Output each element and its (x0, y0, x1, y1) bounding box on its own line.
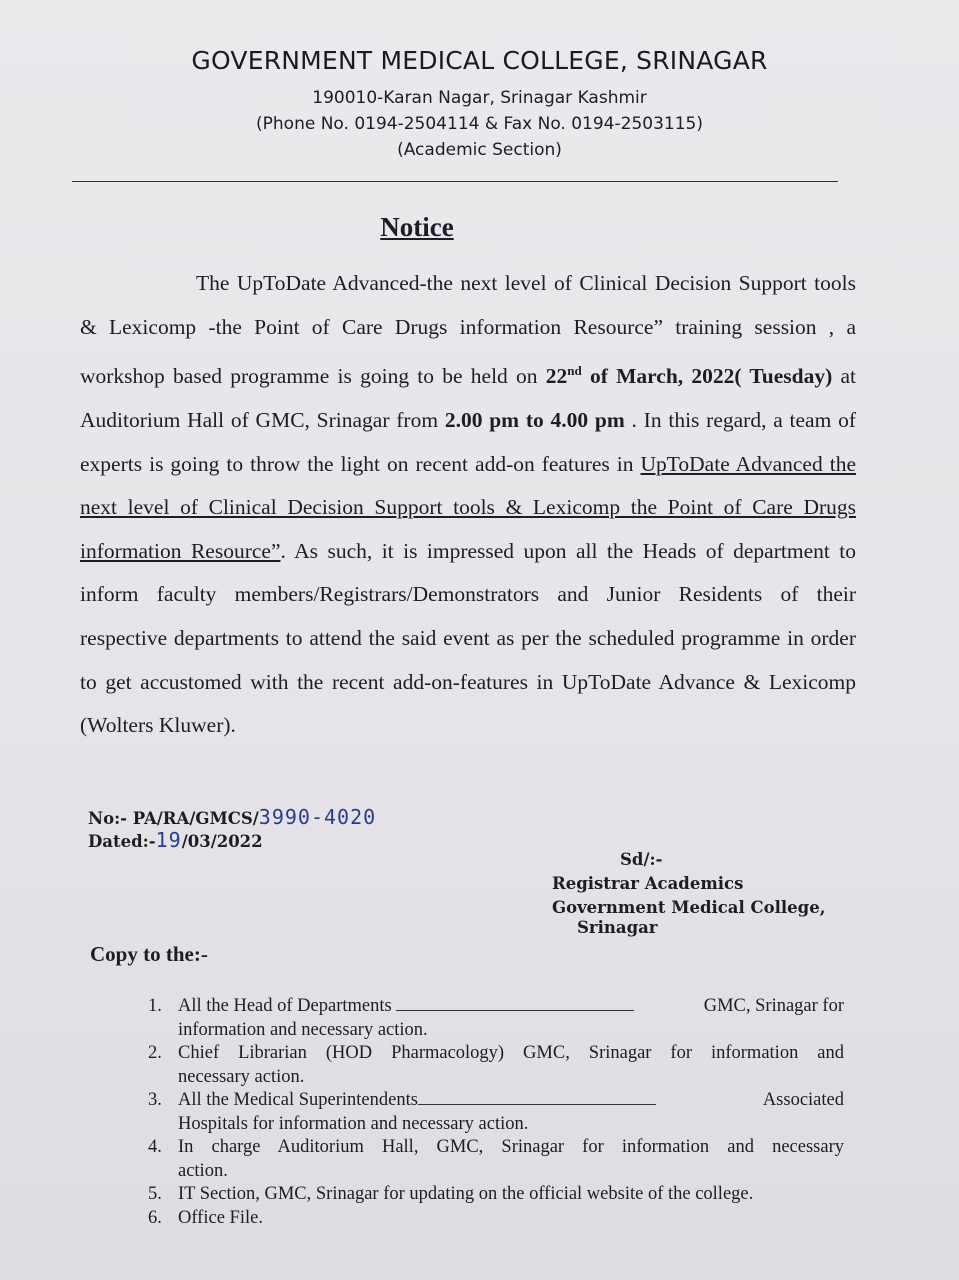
event-date: of March, 2022( Tuesday) (581, 364, 833, 389)
body-venue: at Auditorium Hall of GMC, Srinagar from (80, 364, 856, 432)
event-day-suffix: nd (567, 363, 582, 379)
list-item-number: 2. (148, 1043, 162, 1063)
notice-body (80, 262, 856, 748)
list-item-text: Chief Librarian (HOD Pharmacology) GMC, Srinagar for information and (178, 1043, 844, 1063)
body-underlined-topic: UpToDate Advanced the next level of Clinical Decision Support tools & Lexicomp the Point of Care Drugs information Resource” (80, 451, 856, 563)
list-item (148, 1089, 844, 1136)
college-name: GOVERNMENT MEDICAL COLLEGE, SRINAGAR (191, 46, 768, 75)
list-item-text: Office File. (178, 1207, 263, 1228)
header-divider (72, 181, 838, 182)
list-item-text: All the Medical Superintendents (178, 1090, 418, 1110)
notice-title: Notice (380, 212, 454, 242)
list-item-number: 4. (148, 1137, 162, 1157)
event-time: 2.00 pm to 4.00 pm (444, 407, 625, 432)
reference-number (88, 805, 376, 829)
list-item-text: In charge Auditorium Hall, GMC, Srinagar for information and necessary (178, 1137, 844, 1157)
ref-no-label: No:- PA/RA/GMCS/ (88, 809, 259, 828)
list-item-number: 5. (148, 1184, 162, 1204)
body-experts: . In this regard, a team of experts is going to throw the light on recent add-on features in (80, 407, 856, 476)
list-item-text: information and necessary action. (178, 1019, 428, 1040)
ref-date-handwritten: 19 (155, 828, 182, 852)
body-conclusion: . As such, it is impressed upon all the Heads of department to inform faculty members/Registrars/Demonstrators and Junior Residents of their respective departments to attend the said event as per the scheduled programme in order to get accustomed with the recent add-on-features in UpToDate Advance & Lexicomp (Wolters Kluwer). (80, 538, 857, 738)
copy-to-list (148, 995, 844, 1230)
body-intro: The UpToDate Advanced-the next level of Clinical Decision Support tools & Lexicomp -the Point of Care Drugs information Resource” training session , a workshop based programme is going to be held on (80, 271, 856, 389)
list-item-text: Associated (762, 1090, 844, 1110)
college-phone-fax: (Phone No. 0194-2504114 & Fax No. 0194-2503115) (256, 114, 703, 134)
copy-to-heading: Copy to the:- (90, 942, 208, 966)
list-item-text: necessary action. (178, 1066, 305, 1087)
signatory-college: Government Medical College, (552, 898, 826, 917)
reference-date (88, 828, 263, 852)
list-item (148, 1136, 844, 1183)
signatory-title: Registrar Academics (552, 874, 744, 893)
list-item (148, 1042, 844, 1089)
event-day: 22 (545, 364, 568, 389)
signature-sd: Sd/:- (620, 850, 663, 869)
ref-date-label: Dated:- (88, 832, 156, 851)
list-item-text: All the Head of Departments (178, 996, 392, 1016)
list-item (148, 1207, 844, 1231)
list-item (148, 995, 844, 1042)
signatory-city: Srinagar (577, 918, 658, 937)
list-item-text: Hospitals for information and necessary action. (178, 1113, 529, 1134)
list-item-number: 3. (148, 1090, 162, 1110)
list-item-text: action. (178, 1160, 228, 1181)
list-item-number: 6. (148, 1207, 162, 1228)
ref-date-rest: /03/2022 (181, 832, 263, 851)
list-item-text: IT Section, GMC, Srinagar for updating on the official website of the college. (178, 1184, 754, 1204)
list-item (148, 1183, 844, 1207)
college-address: 190010-Karan Nagar, Srinagar Kashmir (312, 88, 647, 108)
fill-in-blank (396, 996, 634, 1011)
list-item-number: 1. (148, 996, 162, 1016)
list-item-text: GMC, Srinagar for (703, 996, 844, 1016)
fill-in-blank (418, 1090, 656, 1105)
section-name: (Academic Section) (397, 140, 562, 160)
ref-no-handwritten: 3990-4020 (258, 805, 377, 829)
